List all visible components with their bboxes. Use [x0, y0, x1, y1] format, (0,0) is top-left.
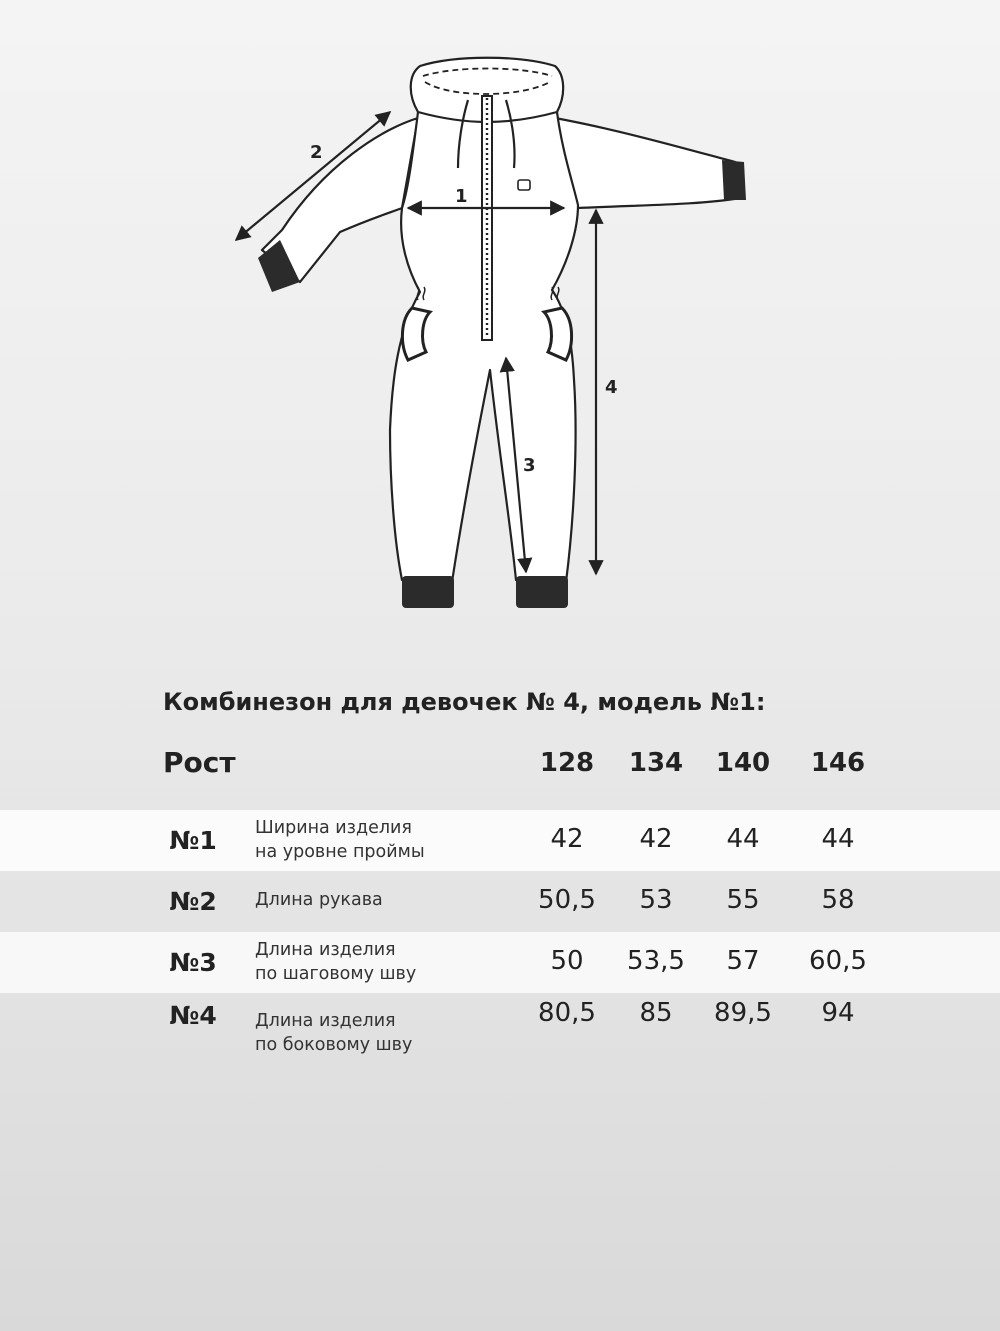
measurement-value: 44 [821, 824, 855, 854]
measurement-value: 42 [550, 824, 584, 854]
measurement-description: Длина изделия по боковому шву [255, 1011, 413, 1055]
table-row [0, 932, 1000, 993]
dimension-label-2: 2 [310, 142, 323, 163]
table-row [0, 871, 1000, 932]
jumpsuit-diagram [0, 0, 1000, 640]
size-header: 134 [628, 748, 684, 778]
measurement-value: 53,5 [627, 946, 685, 976]
right-leg-cuff [516, 576, 568, 608]
table-header-row [0, 742, 1000, 788]
measurement-value: 50,5 [538, 885, 596, 915]
table-row [0, 810, 1000, 871]
measurement-value: 89,5 [714, 998, 772, 1028]
measurement-value: 80,5 [538, 998, 596, 1028]
measurement-value: 53 [639, 885, 673, 915]
right-sleeve [555, 118, 740, 208]
size-chart-title: Комбинезон для девочек № 4, модель №1: [163, 688, 766, 716]
measurement-value: 60,5 [809, 946, 867, 976]
size-header: 146 [810, 748, 866, 778]
measurement-value: 85 [639, 998, 673, 1028]
measurement-value: 58 [821, 885, 855, 915]
dimension-label-1: 1 [455, 186, 468, 207]
right-sleeve-cuff [722, 160, 746, 200]
measurement-number: №4 [169, 1001, 217, 1030]
measurement-value: 57 [726, 946, 760, 976]
left-leg-cuff [402, 576, 454, 608]
measurement-number: №2 [169, 887, 217, 916]
dimension-label-4: 4 [605, 377, 618, 398]
dimension-label-3: 3 [523, 455, 536, 476]
height-label: Рост [163, 746, 236, 779]
measurement-number: №3 [169, 948, 217, 977]
measurement-description: Ширина изделия на уровне проймы [255, 818, 425, 862]
measurement-value: 42 [639, 824, 673, 854]
measurement-number: №1 [169, 826, 217, 855]
measurement-value: 50 [550, 946, 584, 976]
measurement-description: Длина рукава [255, 890, 383, 910]
measurement-value: 44 [726, 824, 760, 854]
measurement-value: 55 [726, 885, 760, 915]
measurement-description: Длина изделия по шаговому шву [255, 940, 417, 984]
table-row [0, 993, 1000, 1054]
measurement-value: 94 [821, 998, 855, 1028]
size-header: 140 [715, 748, 771, 778]
size-header: 128 [539, 748, 595, 778]
